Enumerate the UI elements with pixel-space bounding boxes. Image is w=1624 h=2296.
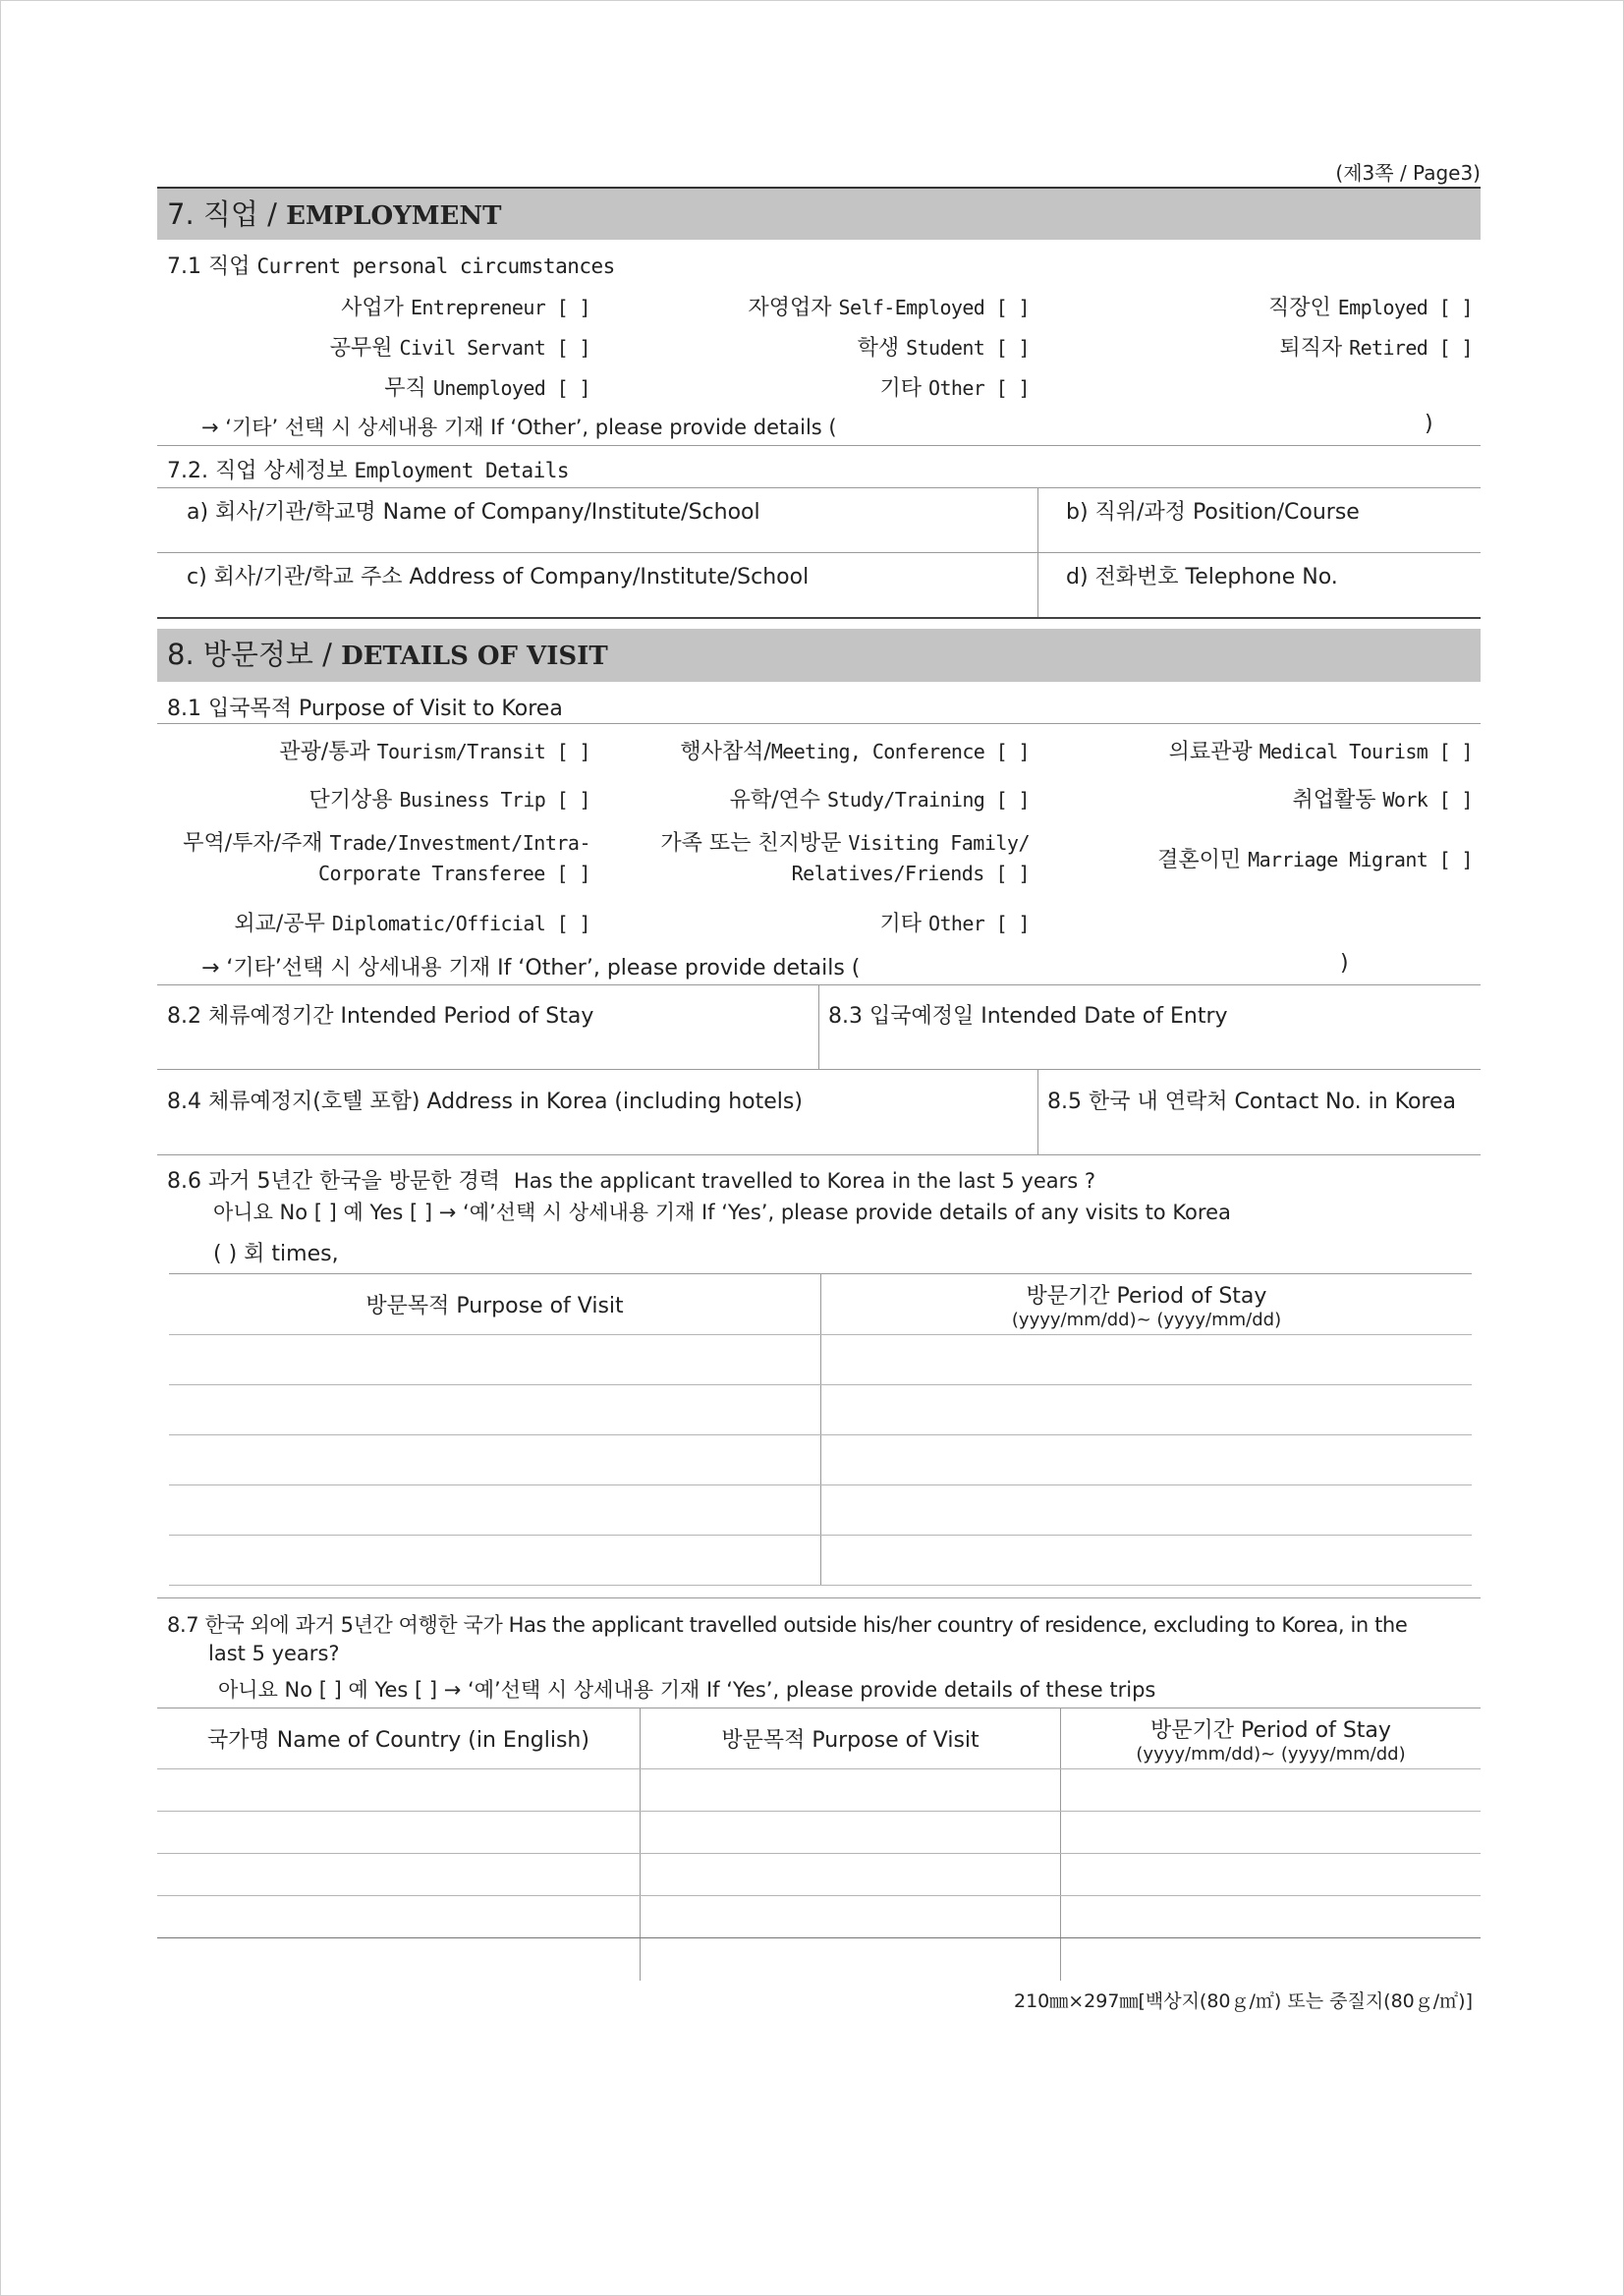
option-employed[interactable] (1268, 291, 1473, 321)
table-header-cell (641, 1708, 1061, 1769)
table-row[interactable] (157, 1812, 1481, 1854)
table-cell[interactable] (641, 1896, 1061, 1938)
table-row[interactable] (169, 1485, 1472, 1536)
page-number: (제3쪽 / Page3) (1335, 161, 1481, 185)
table-header-row (169, 1274, 1472, 1335)
table-cell[interactable] (821, 1485, 1473, 1536)
purpose-meeting-en: Meeting, Conference [ ] (770, 740, 1030, 763)
employment-other-close: ) (1425, 412, 1433, 436)
table-header-cell (821, 1274, 1473, 1335)
option-other-ko: 기타 (879, 376, 923, 401)
purpose-study[interactable] (730, 783, 1030, 813)
company-name-field[interactable]: a) 회사/기관/학교명 Name of Company/Institute/School (187, 500, 760, 525)
question-8-6-ko: 8.6 과거 5년간 한국을 방문한 경력 (167, 1169, 500, 1194)
option-employed-ko: 직장인 (1267, 296, 1331, 320)
option-employed-en: Employed [ ] (1337, 296, 1473, 319)
table-row[interactable] (157, 1938, 1481, 1981)
table-cell[interactable] (157, 1854, 641, 1896)
table-row[interactable] (169, 1385, 1472, 1435)
option-other-en: Other [ ] (928, 376, 1030, 400)
col-country-name: 국가명 Name of Country (in English) (207, 1728, 589, 1753)
divider (1037, 1069, 1038, 1154)
purpose-visiting-family[interactable] (660, 828, 1030, 889)
divider (157, 487, 1481, 488)
purpose-meeting[interactable] (680, 735, 1030, 765)
question-8-7-options[interactable]: 아니요 No [ ] 예 Yes [ ] → ‘예’선택 시 상세내용 기재 If ‘Yes’, please provide details of these trips (218, 1678, 1156, 1702)
divider (157, 552, 1481, 553)
table-cell[interactable] (821, 1385, 1473, 1435)
section-employment-header-en: EMPLOYMENT (286, 201, 502, 231)
table-cell[interactable] (157, 1896, 641, 1938)
question-8-1-en: Purpose of Visit to Korea (299, 697, 563, 721)
option-unemployed-ko: 무직 (384, 376, 426, 401)
question-8-7-line2: last 5 years? (208, 1642, 340, 1665)
option-entrepreneur[interactable] (341, 291, 590, 321)
table-cell[interactable] (1061, 1854, 1482, 1896)
telephone-field[interactable]: d) 전화번호 Telephone No. (1066, 565, 1338, 589)
option-entrepreneur-en: Entrepreneur [ ] (410, 296, 590, 319)
date-of-entry-field[interactable]: 8.3 입국예정일 Intended Date of Entry (828, 1004, 1228, 1029)
table-cell[interactable] (641, 1812, 1061, 1854)
purpose-medical-tourism-en: Medical Tourism [ ] (1259, 740, 1473, 763)
col-purpose-of-visit: 방문목적 Purpose of Visit (721, 1728, 980, 1753)
purpose-meeting-ko: 행사참석/ (680, 740, 771, 764)
position-field[interactable]: b) 직위/과정 Position/Course (1066, 500, 1360, 525)
table-cell[interactable] (157, 1812, 641, 1854)
table-cell[interactable] (169, 1335, 821, 1385)
purpose-tourism-ko: 관광/통과 (279, 740, 370, 764)
option-other[interactable] (880, 371, 1031, 402)
section-visit-header-ko: 8. 방문정보 / (167, 638, 342, 671)
option-student-en: Student [ ] (906, 336, 1030, 360)
table-cell[interactable] (1061, 1896, 1482, 1938)
paper-size-footer: 210㎜×297㎜[백상지(80ｇ/㎡) 또는 중질지(80ｇ/㎡)] (1014, 1990, 1473, 2012)
table-row[interactable] (169, 1536, 1472, 1586)
purpose-trade-en-2: Corporate Transferee [ ] (318, 862, 590, 885)
question-7-2 (167, 454, 569, 484)
purpose-medical-tourism-ko: 의료관광 (1168, 740, 1253, 764)
employment-other-details: → ‘기타’ 선택 시 상세내용 기재 If ‘Other’, please provide details ( (201, 416, 837, 439)
table-header-cell (169, 1274, 821, 1335)
question-8-1 (167, 692, 563, 722)
purpose-marriage-en: Marriage Migrant [ ] (1248, 848, 1473, 871)
divider (1037, 487, 1038, 617)
purpose-marriage-migrant[interactable] (1157, 843, 1473, 873)
option-entrepreneur-ko: 사업가 (341, 296, 404, 320)
table-row[interactable] (169, 1335, 1472, 1385)
question-8-6 (167, 1164, 1095, 1195)
trips-abroad-table (157, 1708, 1481, 1981)
table-cell[interactable] (169, 1536, 821, 1586)
table-cell[interactable] (1061, 1938, 1482, 1981)
section-employment-header (157, 187, 1481, 240)
purpose-other-ko: 기타 (879, 912, 923, 936)
company-address-field[interactable]: c) 회사/기관/학교 주소 Address of Company/Institute/School (187, 565, 810, 589)
table-header-cell (157, 1708, 641, 1769)
col-period-of-stay: 방문기간 Period of Stay (1150, 1717, 1391, 1743)
address-in-korea-field[interactable]: 8.4 체류예정지(호텔 포함) Address in Korea (including hotels) (167, 1090, 803, 1114)
purpose-tourism[interactable] (279, 735, 590, 765)
visits-korea-table (169, 1273, 1472, 1586)
table-cell[interactable] (1061, 1812, 1482, 1854)
divider (818, 984, 819, 1069)
purpose-diplomatic-ko: 외교/공무 (234, 912, 325, 936)
purpose-work-en: Work [ ] (1382, 788, 1473, 812)
question-7-1-ko: 7.1 직업 (167, 254, 251, 279)
section-visit-header-en: DETAILS OF VISIT (341, 642, 608, 671)
option-self-employed[interactable] (748, 291, 1030, 321)
option-unemployed-en: Unemployed [ ] (432, 376, 590, 400)
divider (157, 445, 1481, 446)
question-8-1-ko: 8.1 입국목적 (167, 697, 292, 721)
table-cell[interactable] (1061, 1769, 1482, 1812)
divider (157, 723, 1481, 724)
col-period-of-stay: 방문기간 Period of Stay (1026, 1283, 1267, 1309)
table-header-cell (1061, 1708, 1482, 1769)
section-employment-header-ko: 7. 직업 / (167, 197, 287, 231)
purpose-medical-tourism[interactable] (1169, 735, 1473, 765)
period-of-stay-field[interactable]: 8.2 체류예정기간 Intended Period of Stay (167, 1004, 594, 1029)
option-self-employed-ko: 자영업자 (748, 296, 832, 320)
question-8-6-times[interactable]: ( ) 회 times, (213, 1242, 339, 1266)
option-retired[interactable] (1279, 331, 1473, 362)
purpose-work-ko: 취업활동 (1292, 788, 1376, 812)
purpose-family-en-2: Relatives/Friends [ ] (791, 862, 1030, 885)
question-8-6-options[interactable]: 아니요 No [ ] 예 Yes [ ] → ‘예’선택 시 상세내용 기재 If ‘Yes’, please provide details of any visits to Korea (213, 1201, 1231, 1224)
visit-other-close: ) (1340, 951, 1349, 976)
question-8-6-en: Has the applicant travelled to Korea in the last 5 years ? (513, 1169, 1096, 1193)
divider (157, 1154, 1481, 1155)
purpose-trade-ko: 무역/투자/주재 (183, 831, 323, 856)
purpose-work[interactable] (1292, 783, 1473, 813)
purpose-other[interactable] (880, 907, 1031, 937)
table-row[interactable] (157, 1769, 1481, 1812)
table-cell[interactable] (169, 1485, 821, 1536)
purpose-family-ko: 가족 또는 친지방문 (660, 831, 842, 856)
option-civil-servant-ko: 공무원 (329, 336, 393, 361)
table-cell[interactable] (169, 1435, 821, 1485)
purpose-diplomatic[interactable] (234, 907, 590, 937)
question-7-1-en: Current personal circumstances (256, 254, 615, 278)
table-header-row (157, 1708, 1481, 1769)
question-7-1 (167, 250, 615, 280)
purpose-business-trip-ko: 단기상용 (308, 788, 393, 812)
purpose-family-en: Visiting Family/ (848, 831, 1030, 855)
divider (157, 1069, 1481, 1070)
section-visit-header (157, 629, 1481, 682)
option-civil-servant-en: Civil Servant [ ] (399, 336, 590, 360)
question-8-7-line1: 8.7 한국 외에 과거 5년간 여행한 국가 Has the applicant travelled outside his/her country of residence, excluding to Korea, in the (167, 1613, 1408, 1637)
divider (157, 1597, 1481, 1598)
purpose-trade-en: Trade/Investment/Intra- (329, 831, 590, 855)
table-cell[interactable] (169, 1385, 821, 1435)
purpose-trade-investment[interactable] (183, 828, 590, 889)
table-cell[interactable] (641, 1769, 1061, 1812)
table-cell[interactable] (157, 1938, 641, 1981)
visit-other-details: → ‘기타’선택 시 상세내용 기재 If ‘Other’, please provide details ( (201, 956, 861, 980)
col-period-format: (yyyy/mm/dd)~ (yyyy/mm/dd) (1011, 1309, 1282, 1330)
option-retired-en: Retired [ ] (1349, 336, 1473, 360)
table-cell[interactable] (641, 1854, 1061, 1896)
purpose-tourism-en: Tourism/Transit [ ] (376, 740, 590, 763)
option-civil-servant[interactable] (330, 331, 590, 362)
divider (157, 617, 1481, 619)
table-cell[interactable] (821, 1435, 1473, 1485)
table-cell[interactable] (157, 1769, 641, 1812)
col-purpose-of-visit: 방문목적 Purpose of Visit (365, 1294, 624, 1318)
question-7-2-en: Employment Details (354, 459, 570, 482)
table-cell[interactable] (641, 1938, 1061, 1981)
table-row[interactable] (169, 1435, 1472, 1485)
col-period-format: (yyyy/mm/dd)~ (yyyy/mm/dd) (1136, 1743, 1406, 1764)
contact-in-korea-field[interactable]: 8.5 한국 내 연락처 Contact No. in Korea (1047, 1090, 1456, 1114)
table-row[interactable] (157, 1854, 1481, 1896)
purpose-business-trip-en: Business Trip [ ] (399, 788, 590, 812)
table-cell[interactable] (821, 1536, 1473, 1586)
purpose-business-trip[interactable] (308, 783, 590, 813)
table-cell[interactable] (821, 1335, 1473, 1385)
purpose-diplomatic-en: Diplomatic/Official [ ] (331, 912, 590, 935)
purpose-study-en: Study/Training [ ] (827, 788, 1030, 812)
purpose-marriage-ko: 결혼이민 (1157, 848, 1242, 872)
question-7-2-ko: 7.2. 직업 상세정보 (167, 459, 348, 483)
option-student[interactable] (858, 331, 1030, 362)
purpose-other-en: Other [ ] (928, 912, 1030, 935)
option-unemployed[interactable] (384, 371, 590, 402)
option-student-ko: 학생 (857, 336, 900, 361)
purpose-study-ko: 유학/연수 (729, 788, 821, 812)
option-retired-ko: 퇴직자 (1279, 336, 1343, 361)
option-self-employed-en: Self-Employed [ ] (838, 296, 1030, 319)
table-row[interactable] (157, 1896, 1481, 1938)
